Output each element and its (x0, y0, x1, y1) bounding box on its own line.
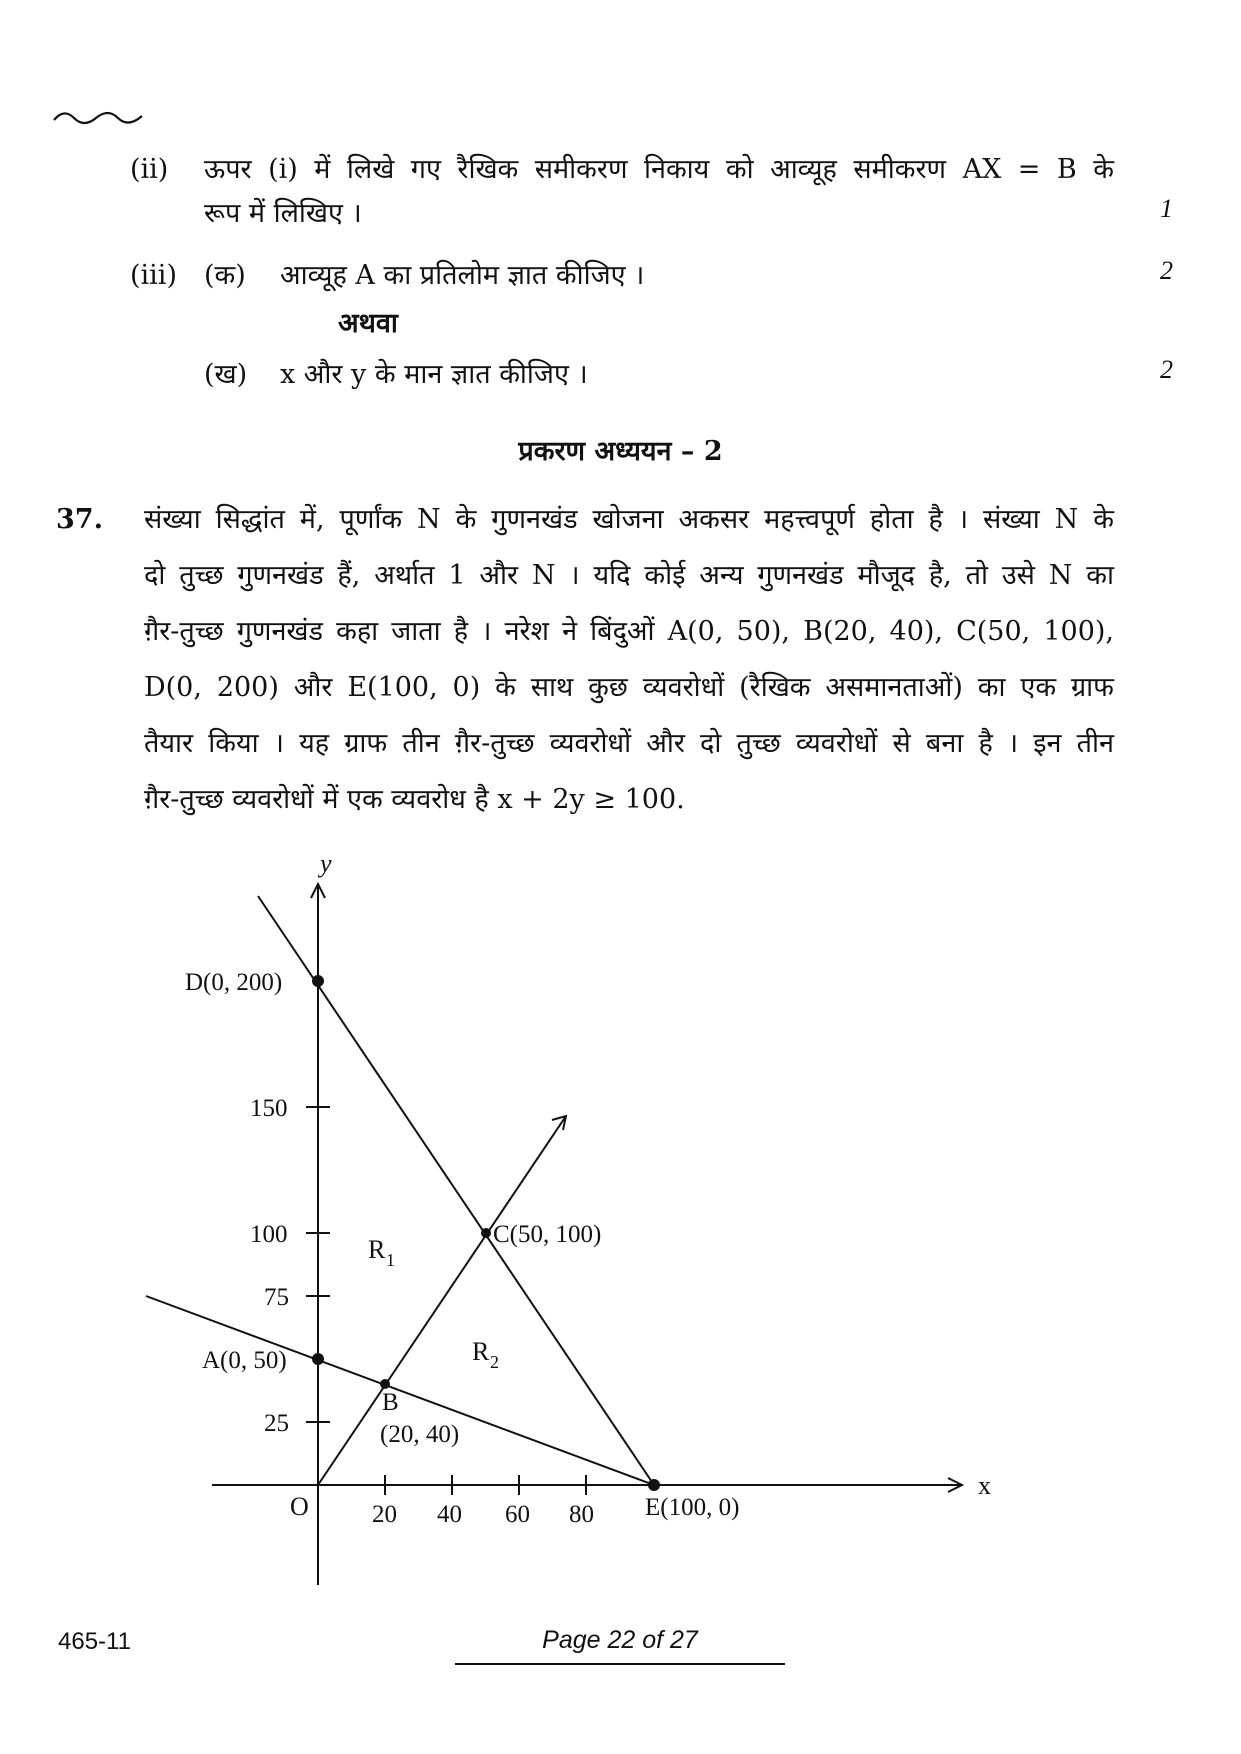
point-B-marker (380, 1379, 390, 1389)
point-C-label: C(50, 100) (493, 1221, 602, 1248)
point-D-marker (312, 975, 324, 987)
subpart-ii-marks: 1 (1160, 194, 1173, 223)
y-tick-label-100: 100 (250, 1221, 288, 1248)
subpart-ii-line1: ऊपर (i) में लिखे गए रैखिक समीकरण निकाय को आव्यूह समीकरण AX = B के (204, 154, 1114, 185)
x-tick-label-80: 80 (569, 1501, 594, 1528)
y-tick-label-150: 150 (250, 1095, 288, 1122)
origin-label: O (290, 1492, 309, 1521)
q37-line-2: दो तुच्छ गुणनखंड हैं, अर्थात 1 और N । यदि कोई अन्य गुणनखंड मौजूद है, तो उसे N का (144, 560, 1114, 591)
subpart-iii-a-text: आव्यूह A का प्रतिलोम ज्ञात कीजिए । (280, 260, 645, 291)
region-R2-subscript: 2 (490, 1352, 499, 1372)
point-D-label: D(0, 200) (185, 969, 283, 996)
subpart-iii-a-marks: 2 (1160, 256, 1173, 285)
point-B-label: B (382, 1389, 399, 1416)
page-number: Page 22 of 27 (542, 1626, 698, 1654)
subpart-ii-label: (ii) (130, 154, 169, 185)
q37-line-5: तैयार किया । यह ग्राफ तीन ग़ैर-तुच्छ व्यवरोधों और दो तुच्छ व्यवरोधों से बना है । इन तीन (144, 728, 1114, 759)
subpart-iii-a-label: (क) (204, 260, 246, 291)
point-E-label: E(100, 0) (645, 1494, 740, 1521)
q37-line-6: ग़ैर-तुच्छ व्यवरोधों में एक व्यवरोध है x + 2y ≥ 100. (144, 784, 685, 815)
region-R1-subscript: 1 (386, 1250, 395, 1270)
point-C-marker (481, 1228, 491, 1238)
subpart-iii-label: (iii) (130, 260, 177, 291)
case-study-title: प्रकरण अध्ययन – 2 (518, 436, 723, 467)
line-AE (146, 1296, 654, 1485)
q37-line-4: D(0, 200) और E(100, 0) के साथ कुछ व्यवरोधों (रैखिक असमानताओं) का एक ग्राफ (144, 672, 1114, 703)
point-A-label: A(0, 50) (202, 1347, 287, 1374)
point-A-marker (312, 1353, 324, 1365)
subpart-iii-b-marks: 2 (1160, 355, 1173, 384)
x-tick-label-20: 20 (372, 1501, 397, 1528)
x-tick-label-60: 60 (505, 1501, 530, 1528)
subpart-iii-b-text: x और y के मान ज्ञात कीजिए । (280, 359, 588, 390)
y-tick-label-25: 25 (264, 1410, 289, 1437)
q37-line-3: ग़ैर-तुच्छ गुणनखंड कहा जाता है । नरेश ने बिंदुओं A(0, 50), B(20, 40), C(50, 100), (144, 616, 1114, 647)
y-tick-label-75: 75 (264, 1284, 289, 1311)
question-37-number: 37. (56, 504, 103, 535)
subpart-ii-line2: रूप में लिखिए । (204, 198, 362, 229)
paper-code: 465-11 (58, 1628, 131, 1655)
q37-line-1: संख्या सिद्धांत में, पूर्णांक N के गुणनखंड खोजना अकसर महत्त्वपूर्ण होता है । संख्या N के (144, 504, 1114, 535)
region-R1-label: R (368, 1235, 386, 1264)
region-R2-label: R (472, 1337, 490, 1366)
x-tick-label-40: 40 (437, 1501, 462, 1528)
subpart-iii-b-label: (ख) (204, 359, 248, 390)
y-axis-label: y (320, 849, 332, 878)
or-text: अथवा (338, 308, 398, 339)
x-axis-label: x (978, 1471, 991, 1500)
point-E-marker (648, 1479, 660, 1491)
point-B-coords-label: (20, 40) (380, 1421, 460, 1448)
footer-divider (455, 1663, 785, 1665)
